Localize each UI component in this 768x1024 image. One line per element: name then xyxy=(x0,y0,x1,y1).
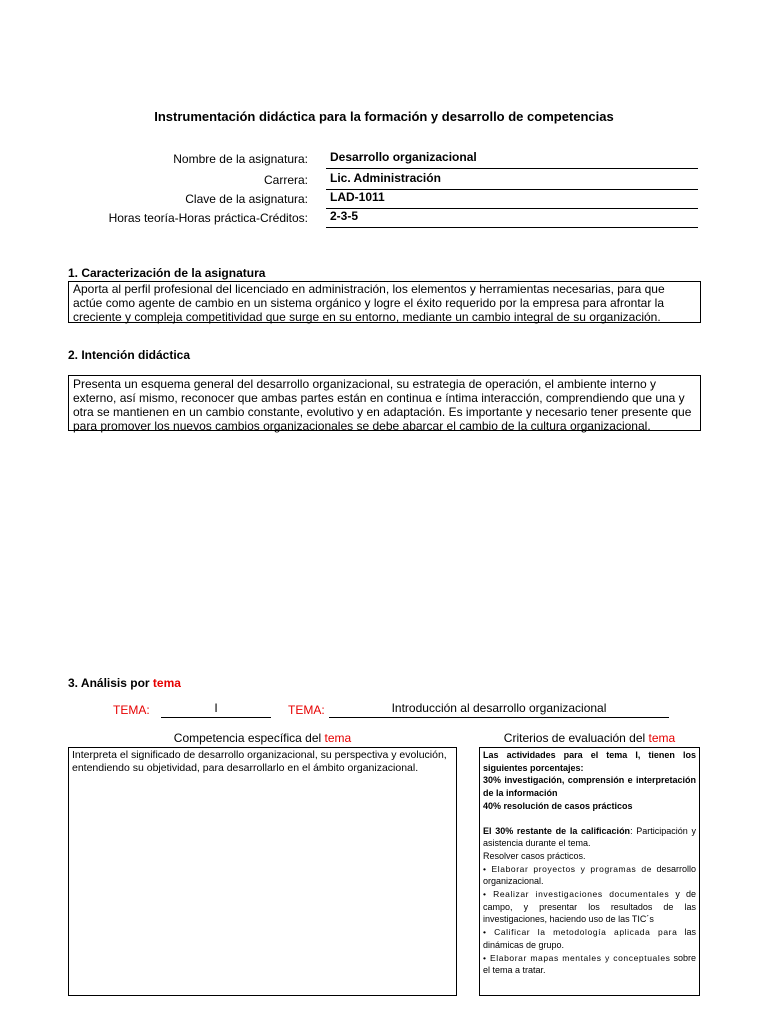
info-value-carrera: Lic. Administración xyxy=(326,171,698,190)
competencia-header-prefix: Competencia específica del xyxy=(173,731,325,745)
criterios-bullet-4-tail: sobre el tema a tratar. xyxy=(483,952,696,976)
info-label-clave: Clave de la asignatura: xyxy=(185,192,308,206)
criterios-bullet-2 xyxy=(483,888,696,926)
section-3-heading xyxy=(68,676,181,690)
info-label-nombre: Nombre de la asignatura: xyxy=(173,152,308,166)
info-label-carrera: Carrera: xyxy=(263,173,308,187)
criterios-bullet-2-lead: • Realizar investigaciones documentales xyxy=(483,889,670,900)
info-value-clave: LAD-1011 xyxy=(326,190,698,209)
info-label-horas: Horas teoría-Horas práctica-Créditos: xyxy=(108,211,308,225)
criterios-box xyxy=(479,747,700,996)
criterios-header-prefix: Criterios de evaluación del xyxy=(503,731,649,745)
section-3-heading-prefix: 3. Análisis por xyxy=(68,676,153,690)
criterios-bullet-4 xyxy=(483,952,696,977)
criterios-bullet-4-lead: • Elaborar mapas mentales y conceptuales xyxy=(483,952,671,963)
criterios-bullet-1-tail: desarrollo organizacional. xyxy=(483,863,696,887)
section-1-heading: 1. Caracterización de la asignatura xyxy=(68,266,266,280)
tema-label-1: TEMA: xyxy=(113,703,150,717)
section-2-heading: 2. Intención didáctica xyxy=(68,348,191,362)
criterios-bullet-1-lead: • Elaborar proyectos y programas de xyxy=(483,863,652,874)
criterios-bullet-3-tail: las dinámicas de grupo. xyxy=(483,927,696,950)
criterios-bullet-1 xyxy=(483,863,696,888)
tema-number: I xyxy=(161,701,271,718)
section-2-box: Presenta un esquema general del desarrollo organizacional, su estrategia de operación, el ambiente interno y externo, así mismo, reconocer que ambas partes están en continua e íntima interacción, comprendiendo que una y otra se mantienen en un cambio constante, evolutivo y en adaptación. Es importante y necesario tener presente que para promover los nuevos cambios organizacionales se debe abarcar el cambio de la cultura organizacional. xyxy=(68,375,701,431)
criterios-line1: Resolver casos prácticos. xyxy=(483,850,586,861)
criterios-intro: Las actividades para el tema I, tienen los siguientes porcentajes: xyxy=(483,750,696,773)
competencia-header xyxy=(68,731,457,745)
competencia-box: Interpreta el significado de desarrollo organizacional, su perspectiva y evolución, entendiendo su objetividad, para desarrollarlo en el ámbito organizacional. xyxy=(68,747,457,996)
criterios-header-tema: tema xyxy=(648,731,676,745)
info-value-horas: 2-3-5 xyxy=(326,209,698,228)
criterios-bullet-2-tail: y de campo, y presentar los resultados de las investigaciones, haciendo uso de las TIC´s xyxy=(483,889,696,925)
section-3-heading-tema: tema xyxy=(152,676,181,690)
criterios-rest-bold: El 30% restante de la calificación xyxy=(483,825,631,836)
criterios-header xyxy=(479,731,700,745)
criterios-rest xyxy=(483,825,696,850)
tema-name: Introducción al desarrollo organizacional xyxy=(329,701,669,718)
section-1-box: Aporta al perfil profesional del licenciado en administración, los elementos y herramientas necesarias, para que actúe como agente de cambio en un sistema orgánico y logre el éxito requerido por la empresa para afrontar la creciente y compleja competitividad que surge en su entorno, mediante un cambio integral de su organización. xyxy=(68,281,701,323)
criterios-rest-text: : Participación y asistencia durante el tema. xyxy=(483,825,696,849)
criterios-p1: 30% investigación, comprensión e interpretación de la información xyxy=(483,775,696,799)
page-title: Instrumentación didáctica para la formación y desarrollo de competencias xyxy=(154,109,614,124)
tema-label-2: TEMA: xyxy=(288,703,325,717)
criterios-bullet-3-lead: • Calificar la metodología aplicada para xyxy=(483,927,678,938)
info-value-nombre: Desarrollo organizacional xyxy=(326,150,698,169)
criterios-p2: 40% resolución de casos prácticos xyxy=(483,800,633,811)
criterios-bullet-3 xyxy=(483,926,696,951)
competencia-header-tema: tema xyxy=(324,731,352,745)
